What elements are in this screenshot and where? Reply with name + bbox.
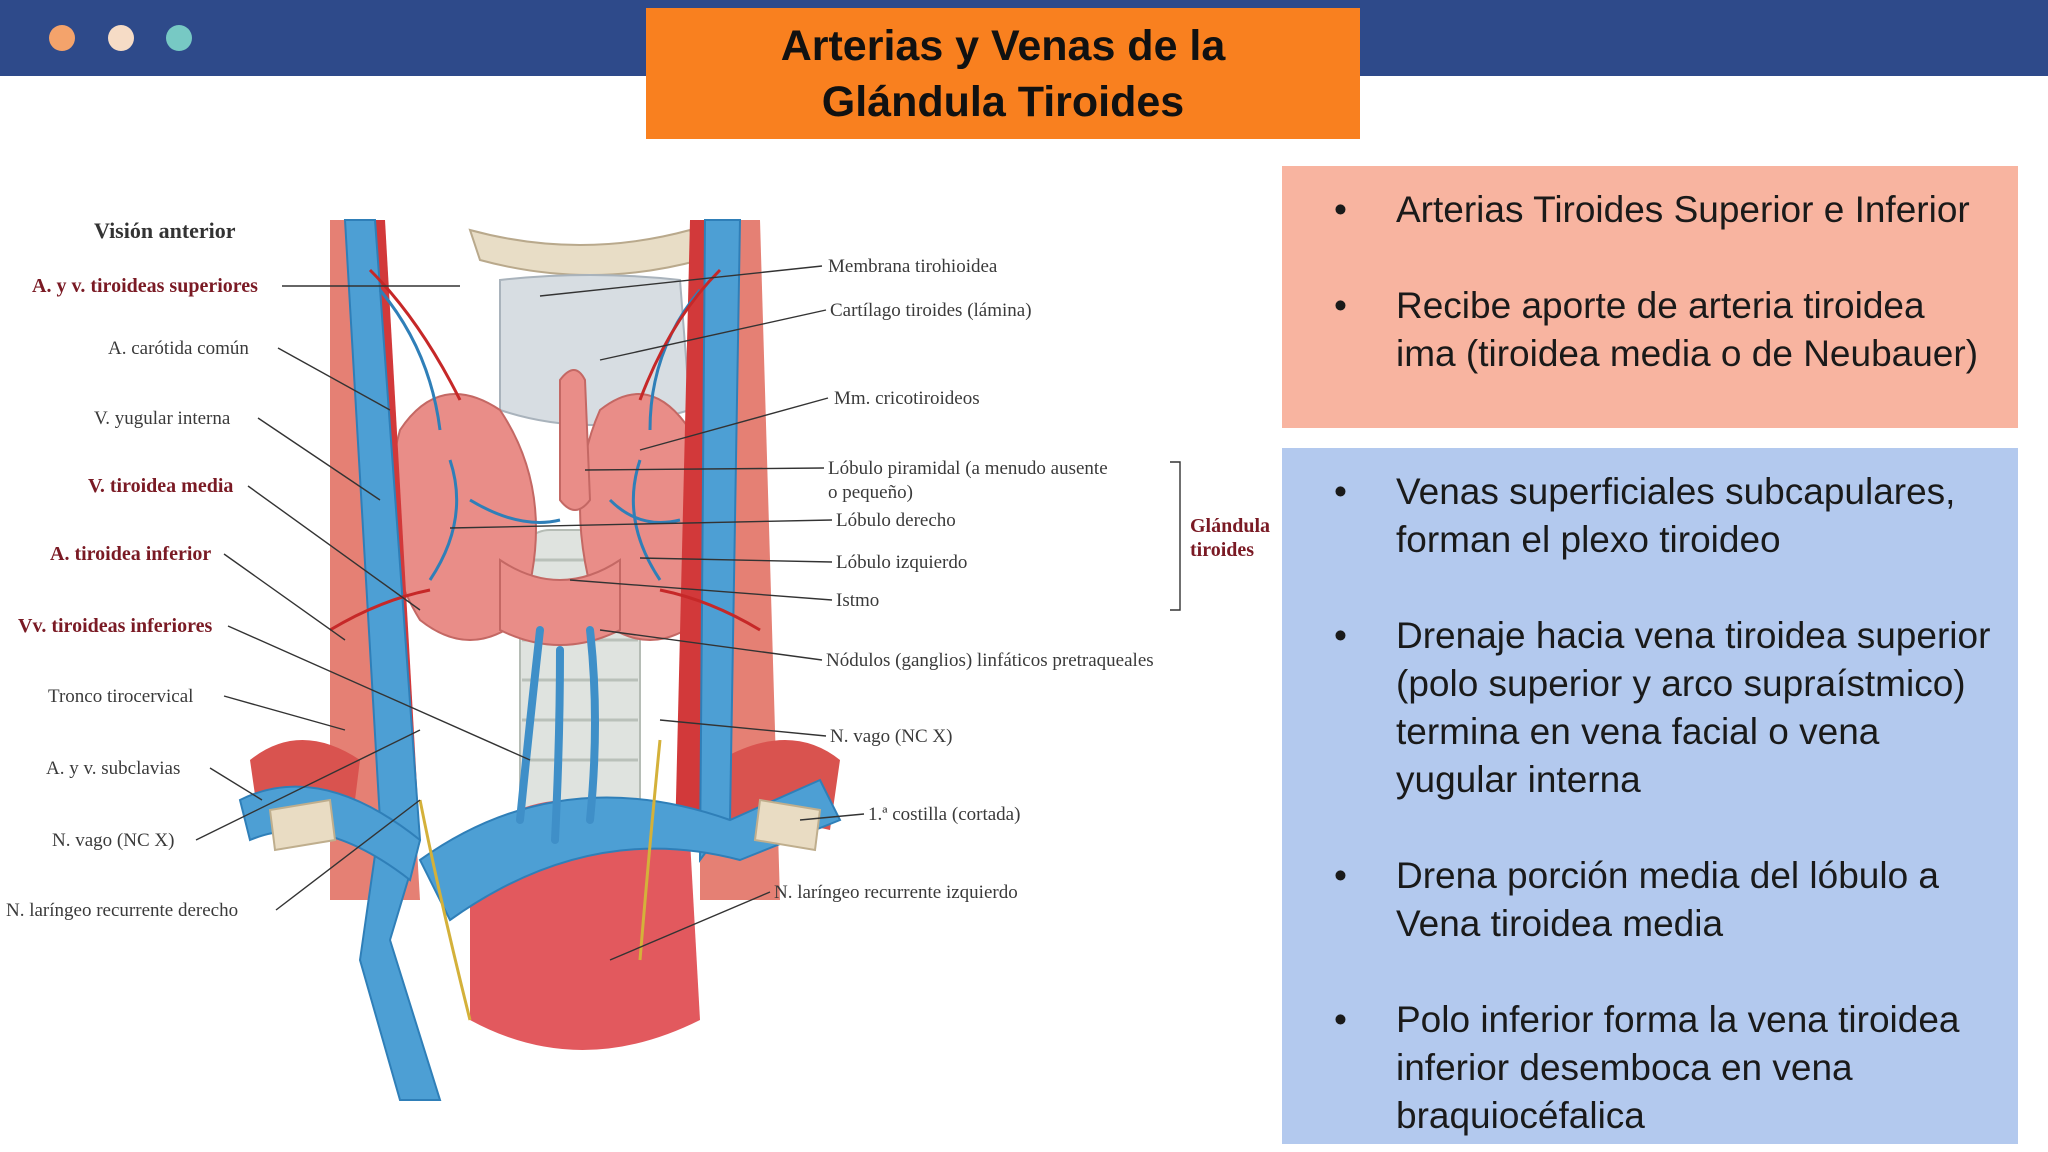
list-item: • Drena porción media del lóbulo a Vena tiroidea media bbox=[1334, 855, 1940, 944]
label-gland-line-1: Glándula bbox=[1190, 515, 1271, 537]
label-internal-jugular: V. yugular interna bbox=[94, 408, 231, 429]
label-pyramidal-lobe-2: o pequeño) bbox=[828, 482, 913, 503]
list-item: • Arterias Tiroides Superior e Inferior bbox=[1334, 189, 1970, 230]
teal-dot[interactable] bbox=[166, 25, 192, 51]
label-thyrohyoid-membrane: Membrana tirohioidea bbox=[828, 256, 998, 277]
label-inferior-thyroid-artery: A. tiroidea inferior bbox=[50, 543, 212, 565]
veins-panel bbox=[1282, 448, 2018, 1144]
label-vagus-right-side: N. vago (NC X) bbox=[830, 726, 953, 747]
thyroid-anatomy-figure bbox=[0, 200, 1280, 1120]
label-left-recurrent-laryngeal: N. laríngeo recurrente izquierdo bbox=[774, 882, 1018, 903]
list-item: • Recibe aporte de arteria tiroidea ima (tiroidea media o de Neubauer) bbox=[1334, 285, 1979, 374]
label-gland-line-2: tiroides bbox=[1190, 539, 1255, 561]
label-cricothyroid: Mm. cricotiroideos bbox=[834, 388, 980, 409]
label-common-carotid: A. carótida común bbox=[108, 338, 249, 359]
label-middle-thyroid-vein: V. tiroidea media bbox=[88, 475, 234, 497]
label-thyrocervical-trunk: Tronco tirocervical bbox=[48, 686, 194, 707]
arteries-panel bbox=[1282, 166, 2018, 428]
label-thyroid-cartilage: Cartílago tiroides (lámina) bbox=[830, 300, 1032, 321]
label-inferior-thyroid-veins: Vv. tiroideas inferiores bbox=[18, 615, 213, 637]
orange-dot[interactable] bbox=[49, 25, 75, 51]
cream-dot[interactable] bbox=[108, 25, 134, 51]
slide-title bbox=[781, 18, 1226, 130]
list-item: • Venas superficiales subcapulares, forman el plexo tiroideo bbox=[1334, 471, 1956, 560]
label-vagus-left-side: N. vago (NC X) bbox=[52, 830, 175, 851]
label-pyramidal-lobe: Lóbulo piramidal (a menudo ausente bbox=[828, 458, 1108, 479]
label-isthmus: Istmo bbox=[836, 590, 880, 611]
list-item: • Polo inferior forma la vena tiroidea inferior desemboca en vena braquiocéfalica bbox=[1334, 999, 1960, 1136]
label-superior-thyroid: A. y v. tiroideas superiores bbox=[32, 275, 258, 297]
label-pretracheal-nodes: Nódulos (ganglios) linfáticos pretraqueales bbox=[826, 650, 1154, 671]
arteries-list bbox=[1312, 186, 1994, 378]
title-line-1: Arterias y Venas de la bbox=[780, 21, 1226, 70]
anatomy-illustration bbox=[0, 200, 1280, 1120]
label-left-lobe: Lóbulo izquierdo bbox=[836, 552, 968, 573]
slide-title-box bbox=[646, 8, 1360, 139]
veins-list bbox=[1312, 468, 1994, 1140]
list-item: • Drenaje hacia vena tiroidea superior (polo superior y arco supraístmico) termina en vena facial o vena yugular interna bbox=[1334, 615, 1991, 800]
title-line-2: Glándula Tiroides bbox=[821, 77, 1185, 126]
figure-heading: Visión anterior bbox=[94, 218, 236, 243]
label-right-lobe: Lóbulo derecho bbox=[836, 510, 956, 531]
label-subclavian: A. y v. subclavias bbox=[46, 758, 181, 779]
label-first-rib: 1.ª costilla (cortada) bbox=[868, 804, 1021, 825]
label-right-recurrent-laryngeal: N. laríngeo recurrente derecho bbox=[6, 900, 239, 921]
